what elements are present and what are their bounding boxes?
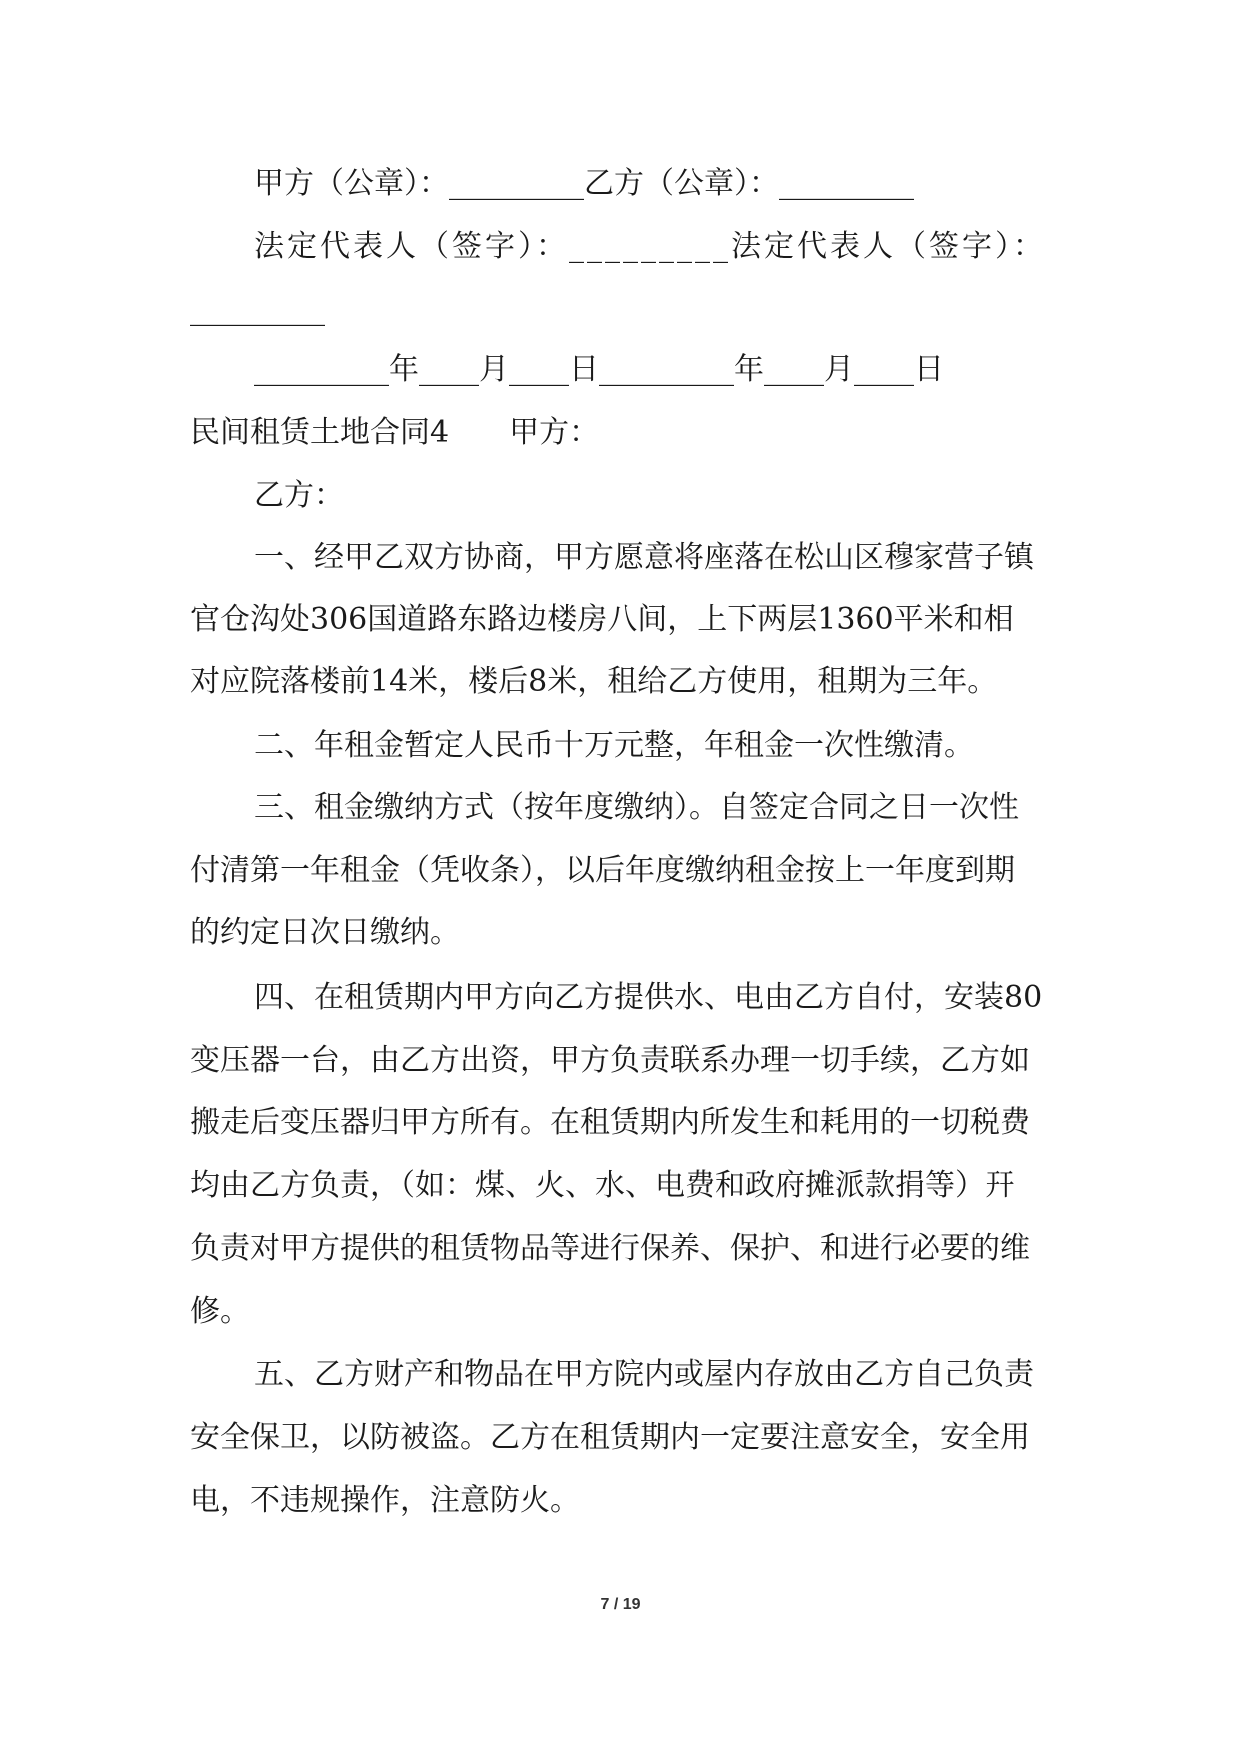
contract-title-line: 民间租赁土地合同4 甲方：: [190, 415, 600, 450]
clause-5-line-3: 电，不违规操作，注意防火。: [190, 1483, 580, 1518]
clause-1-line-1: 一、经甲乙双方协商，甲方愿意将座落在松山区穆家营子镇: [254, 540, 1034, 575]
date-line: _________年____月____日_________年____月____日: [254, 352, 944, 387]
signature-line-continuation: _________: [190, 292, 325, 327]
party-b-line: 乙方：: [254, 478, 344, 513]
clause-3-line-3: 的约定日次日缴纳。: [190, 915, 460, 950]
clause-4-line-5: 负责对甲方提供的租赁物品等进行保养、保护、和进行必要的维: [190, 1231, 1030, 1266]
clause-3-line-2: 付清第一年租金（凭收条），以后年度缴纳租金按上一年度到期: [190, 853, 1015, 888]
clause-4-line-2: 变压器一台，由乙方出资，甲方负责联系办理一切手续，乙方如: [190, 1043, 1030, 1078]
clause-4-line-6: 修。: [190, 1294, 250, 1329]
clause-3-line-1: 三、租金缴纳方式（按年度缴纳）。自签定合同之日一次性: [254, 790, 1019, 825]
clause-4-line-4: 均由乙方负责，（如：煤、火、水、电费和政府摊派款捐等）幵: [190, 1168, 1015, 1203]
clause-1-line-2: 官仓沟处306国道路东路边楼房八间，上下两层1360平米和相: [190, 602, 1014, 637]
clause-1-line-3: 对应院落楼前14米，楼后8米，租给乙方使用，租期为三年。: [190, 664, 998, 699]
clause-4-line-3: 搬走后变压器归甲方所有。在租赁期内所发生和耗用的一切税费: [190, 1105, 1030, 1140]
page-number: 7 / 19: [600, 1596, 641, 1613]
clause-2-line-1: 二、年租金暂定人民币十万元整，年租金一次性缴清。: [254, 728, 974, 763]
signature-line-representative: 法定代表人（签字）：_________法定代表人（签字）：: [254, 229, 1046, 264]
clause-4-line-1: 四、在租赁期内甲方向乙方提供水、电由乙方自付，安装80: [254, 980, 1043, 1015]
clause-5-line-1: 五、乙方财产和物品在甲方院内或屋内存放由乙方自己负责: [254, 1357, 1034, 1392]
signature-line-seal: 甲方（公章）：_________乙方（公章）：_________: [254, 166, 914, 201]
clause-5-line-2: 安全保卫，以防被盗。乙方在租赁期内一定要注意安全，安全用: [190, 1420, 1030, 1455]
